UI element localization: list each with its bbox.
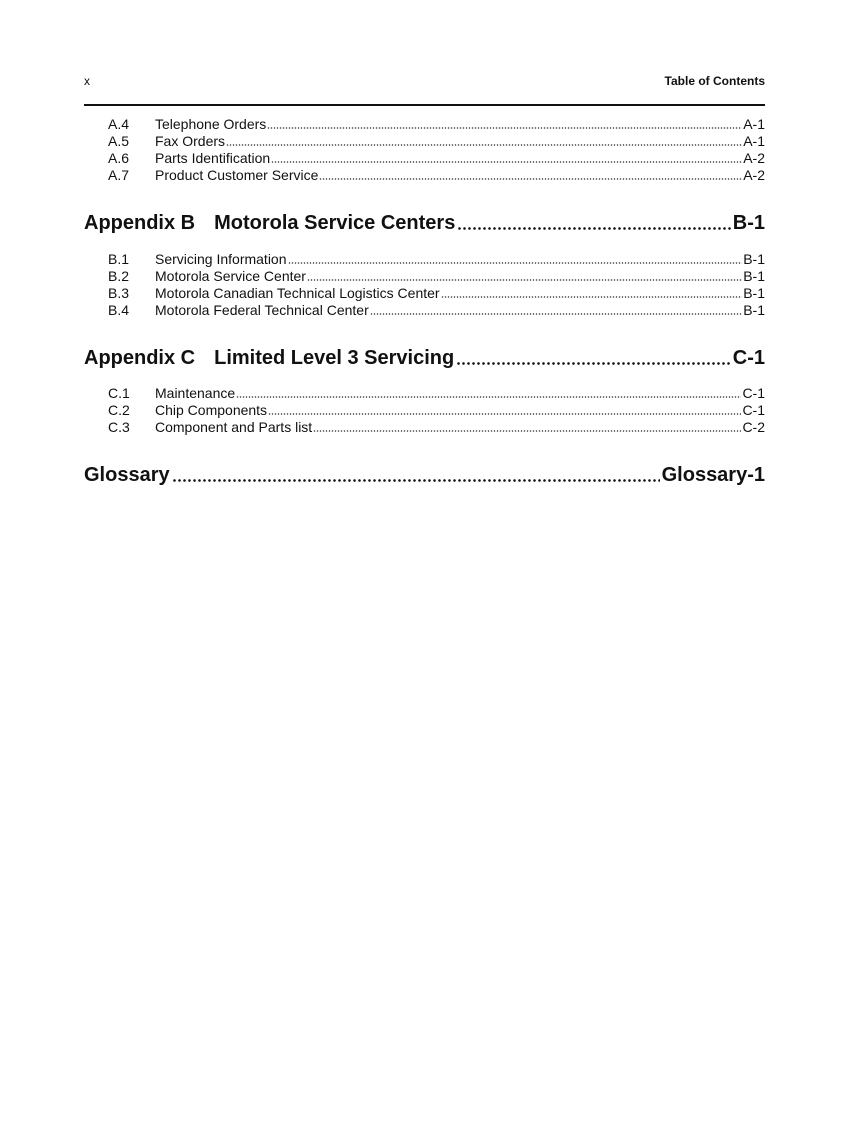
entry-title: Telephone Orders	[155, 116, 267, 132]
entry-page: C-2	[742, 419, 765, 435]
dot-leader	[457, 226, 730, 231]
entry-title: Maintenance	[155, 385, 236, 401]
toc-entry-a7[interactable]	[108, 167, 765, 184]
dot-leader	[271, 160, 742, 164]
dot-leader	[370, 312, 742, 316]
dot-leader	[268, 412, 741, 416]
toc-entry-b3[interactable]	[108, 285, 765, 302]
entry-page: A-2	[743, 167, 765, 183]
entry-number: B.1	[108, 251, 130, 267]
toc-entry-b1[interactable]	[108, 251, 765, 268]
entry-page: B-1	[743, 268, 765, 284]
entry-title: Fax Orders	[155, 133, 226, 149]
header-section-title: Table of Contents	[664, 74, 765, 88]
toc-heading-appendix-b[interactable]	[84, 210, 765, 236]
toc-entry-b4[interactable]	[108, 302, 765, 319]
entry-page: B-1	[743, 251, 765, 267]
appendix-title: Motorola Service Centers	[214, 212, 456, 234]
toc-entry-a5[interactable]	[108, 133, 765, 150]
entry-title: Component and Parts list	[155, 419, 313, 435]
entry-title: Chip Components	[155, 402, 268, 418]
dot-leader	[226, 143, 742, 147]
appendix-page: C-1	[732, 347, 765, 369]
glossary-page: Glossary-1	[661, 464, 765, 486]
dot-leader	[288, 261, 743, 265]
header-rule	[84, 104, 765, 106]
entry-number: B.3	[108, 285, 130, 301]
dot-leader	[313, 429, 741, 433]
toc-entry-c1[interactable]	[108, 385, 765, 402]
appendix-label: Appendix C	[84, 347, 196, 369]
entry-page: A-1	[743, 133, 765, 149]
toc-heading-glossary[interactable]	[84, 462, 765, 488]
page-header	[84, 74, 765, 92]
entry-number: B.4	[108, 302, 130, 318]
dot-leader	[456, 361, 731, 366]
page-number: x	[84, 74, 90, 88]
appendix-label: Appendix B	[84, 212, 196, 234]
glossary-title: Glossary	[84, 464, 170, 486]
entry-number: B.2	[108, 268, 130, 284]
entry-title: Motorola Service Center	[155, 268, 306, 284]
entry-number: A.5	[108, 133, 130, 149]
appendix-title: Limited Level 3 Servicing	[214, 347, 455, 369]
toc-entry-a4[interactable]	[108, 116, 765, 133]
entry-title: Servicing Information	[155, 251, 287, 267]
dot-leader	[267, 126, 742, 130]
appendix-page: B-1	[732, 212, 765, 234]
entry-page: B-1	[743, 285, 765, 301]
entry-number: C.1	[108, 385, 130, 401]
entry-number: A.6	[108, 150, 130, 166]
entry-number: A.7	[108, 167, 130, 183]
entry-page: C-1	[742, 402, 765, 418]
entry-title: Parts Identification	[155, 150, 271, 166]
dot-leader	[441, 295, 743, 299]
dot-leader	[307, 278, 742, 282]
dot-leader	[236, 395, 741, 399]
entry-page: A-1	[743, 116, 765, 132]
entry-page: C-1	[742, 385, 765, 401]
toc-entry-c3[interactable]	[108, 419, 765, 436]
entry-page: A-2	[743, 150, 765, 166]
toc-entry-a6[interactable]	[108, 150, 765, 167]
entry-number: C.2	[108, 402, 130, 418]
toc-heading-appendix-c[interactable]	[84, 345, 765, 371]
entry-title: Motorola Federal Technical Center	[155, 302, 369, 318]
entry-title: Motorola Canadian Technical Logistics Center	[155, 285, 440, 301]
entry-number: A.4	[108, 116, 130, 132]
dot-leader	[319, 177, 742, 181]
dot-leader	[172, 478, 660, 483]
toc-entry-b2[interactable]	[108, 268, 765, 285]
entry-title: Product Customer Service	[155, 167, 319, 183]
entry-number: C.3	[108, 419, 130, 435]
entry-page: B-1	[743, 302, 765, 318]
toc-entry-c2[interactable]	[108, 402, 765, 419]
